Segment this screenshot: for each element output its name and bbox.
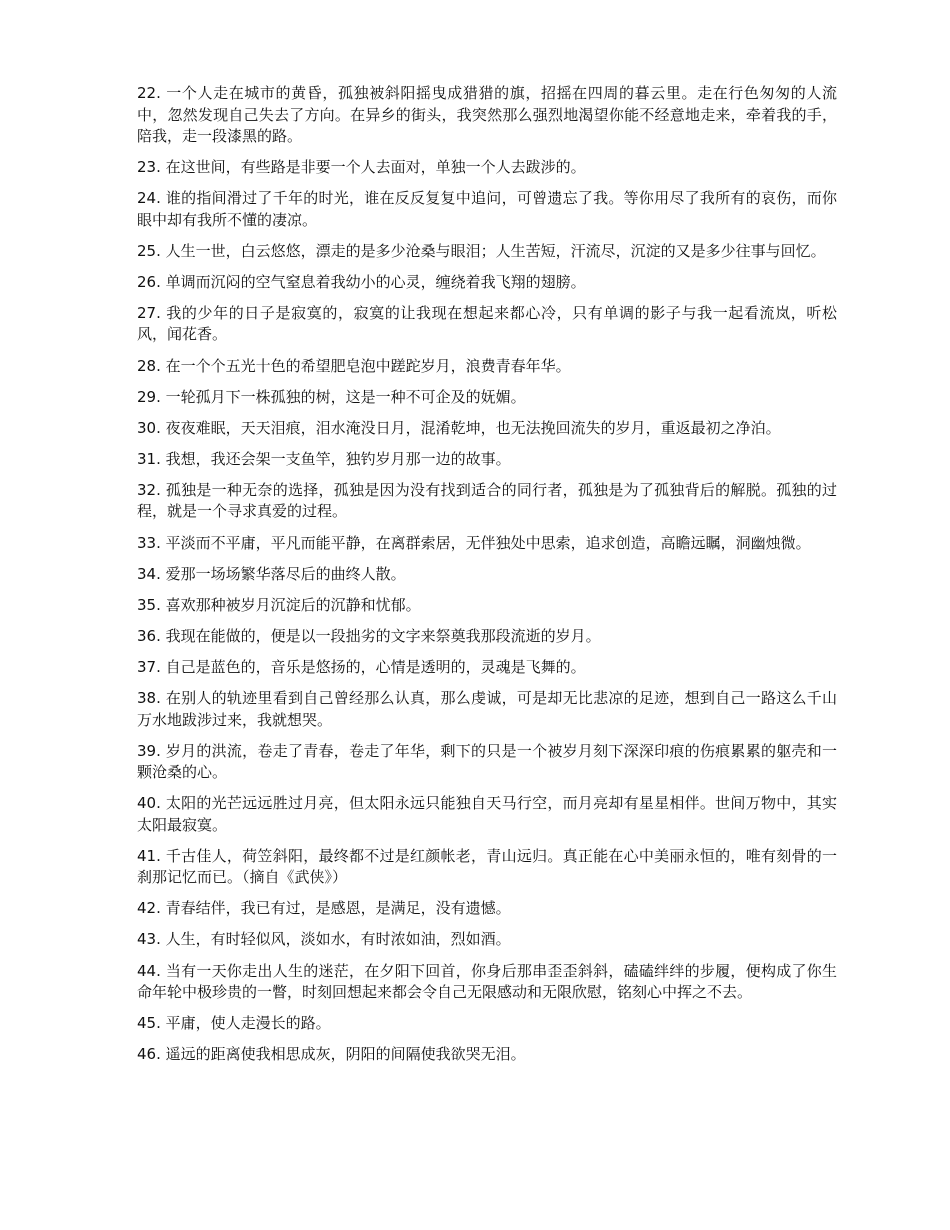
quote-item-34: 34. 爱那一场场繁华落尽后的曲终人散。 [137,564,406,583]
quote-item-30: 30. 夜夜难眠，天天泪痕，泪水淹没日月，混淆乾坤，也无法挽回流失的岁月，重返最初之净泊。 [137,418,781,437]
quote-item-43: 43. 人生，有时轻似风，淡如水，有时浓如油，烈如酒。 [137,930,511,949]
quote-item-42: 42. 青春结伴，我已有过，是感恩，是满足，没有遗憾。 [137,899,511,918]
quote-item-39: 39. 岁月的洪流，卷走了青春，卷走了年华，剩下的只是一个被岁月刻下深深印痕的伤痕累累的躯壳和一颗沧桑的心。 [137,741,837,782]
quote-item-26: 26. 单调而沉闷的空气窒息着我幼小的心灵，缠绕着我飞翔的翅膀。 [137,272,586,291]
quote-item-25: 25. 人生一世，白云悠悠，漂走的是多少沧桑与眼泪；人生苦短，汗流尽，沉淀的又是多少往事与回忆。 [137,241,826,260]
quote-item-37: 37. 自己是蓝色的，音乐是悠扬的，心情是透明的，灵魂是飞舞的。 [137,657,586,676]
quote-item-32: 32. 孤独是一种无奈的选择，孤独是因为没有找到适合的同行者，孤独是为了孤独背后的解脱。孤独的过程，就是一个寻求真爱的过程。 [137,480,837,521]
quote-item-22: 22. 一个人走在城市的黄昏，孤独被斜阳摇曳成猎猎的旗，招摇在四周的暮云里。走在行色匆匆的人流中，忽然发现自己失去了方向。在异乡的街头，我突然那么强烈地渴望你能不经意地走来，牵着我的手，陪我，走一段漆黑的路。 [137,84,837,145]
quote-item-29: 29. 一轮孤月下一株孤独的树，这是一种不可企及的妩媚。 [137,387,526,406]
quote-item-33: 33. 平淡而不平庸，平凡而能平静，在离群索居，无伴独处中思索，追求创造，高瞻远瞩，洞幽烛微。 [137,533,811,552]
quote-item-41: 41. 千古佳人，荷笠斜阳，最终都不过是红颜帐老，青山远归。真正能在心中美丽永恒的，唯有刻骨的一刹那记忆而已。（摘自《武侠》） [137,846,837,887]
quote-item-40: 40. 太阳的光芒远远胜过月亮，但太阳永远只能独自天马行空，而月亮却有星星相伴。世间万物中，其实太阳最寂寞。 [137,794,837,834]
quote-item-45: 45. 平庸，使人走漫长的路。 [137,1014,331,1033]
quote-item-35: 35. 喜欢那种被岁月沉淀后的沉静和忧郁。 [137,595,421,614]
quote-list [137,83,837,1075]
quote-item-38: 38. 在别人的轨迹里看到自己曾经那么认真，那么虔诚，可是却无比悲凉的足迹，想到自己一路这么千山万水地跋涉过来，我就想哭。 [137,689,837,729]
quote-item-44: 44. 当有一天你走出人生的迷茫，在夕阳下回首，你身后那串歪歪斜斜，磕磕绊绊的步履，便构成了你生命年轮中极珍贵的一瞥，时刻回想起来都会令自己无限感动和无限欣慰，铭刻心中挥之不去。 [137,961,837,1002]
quote-item-23: 23. 在这世间，有些路是非要一个人去面对，单独一个人去跋涉的。 [137,158,586,177]
quote-item-36: 36. 我现在能做的，便是以一段拙劣的文字来祭奠我那段流逝的岁月。 [137,626,601,645]
quote-item-31: 31. 我想，我还会架一支鱼竿，独钓岁月那一边的故事。 [137,449,511,468]
quote-item-24: 24. 谁的指间滑过了千年的时光，谁在反反复复中追问，可曾遗忘了我。等你用尽了我所有的哀伤，而你眼中却有我所不懂的凄凉。 [137,189,837,229]
quote-item-27: 27. 我的少年的日子是寂寞的，寂寞的让我现在想起来都心冷，只有单调的影子与我一起看流岚，听松风，闻花香。 [137,303,837,344]
quote-item-28: 28. 在一个个五光十色的希望肥皂泡中蹉跎岁月，浪费青春年华。 [137,356,571,375]
quote-item-46: 46. 遥远的距离使我相思成灰，阴阳的间隔使我欲哭无泪。 [137,1045,526,1064]
